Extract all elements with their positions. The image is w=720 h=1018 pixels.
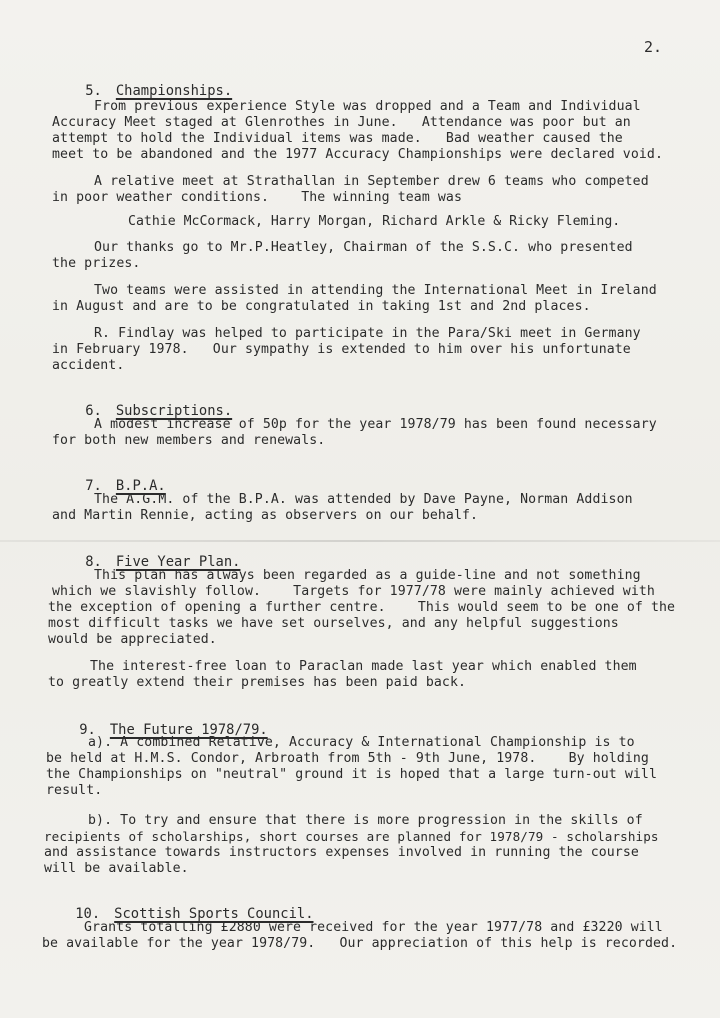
paragraph-line: This plan has always been regarded as a guide-line and not something [94, 568, 641, 583]
section-title: The Future 1978/79. [109, 722, 268, 738]
section-number: 8. [85, 554, 102, 570]
paragraph-line: the exception of opening a further centre. This would seem to be one of the [48, 600, 676, 615]
paragraph-line: the prizes. [52, 256, 141, 271]
paragraph-line: R. Findlay was helped to participate in the Para/Ski meet in Germany [94, 326, 641, 341]
paragraph-line: Two teams were assisted in attending the International Meet in Ireland [94, 283, 657, 298]
section-title: Subscriptions. [115, 403, 233, 419]
paragraph-line: in August and are to be congratulated in taking 1st and 2nd places. [52, 299, 591, 314]
section-number: 9. [79, 722, 96, 738]
paragraph-line: accident. [52, 358, 125, 373]
paragraph-line: will be available. [44, 861, 189, 876]
paragraph-line: the Championships on "neutral" ground it is hoped that a large turn-out will [46, 767, 658, 782]
paragraph-line: most difficult tasks we have set ourselves, and any helpful suggestions [48, 616, 619, 631]
section-title: Five Year Plan. [115, 554, 241, 570]
paragraph-line: From previous experience Style was dropped and a Team and Individual [94, 99, 641, 114]
section-title: B.P.A. [115, 478, 166, 494]
paragraph-line: Grants totalling £2880 were received for the year 1977/78 and £3220 will [84, 920, 663, 935]
paragraph-line: for both new members and renewals. [52, 433, 326, 448]
paragraph-line: A modest increase of 50p for the year 1978/79 has been found necessary [94, 417, 657, 432]
section-number: 7. [85, 478, 102, 494]
paragraph-line: be held at H.M.S. Condor, Arbroath from 5th - 9th June, 1978. By holding [46, 751, 649, 766]
paragraph-line: in February 1978. Our sympathy is extended to him over his unfortunate [52, 342, 631, 357]
paragraph-line: A relative meet at Strathallan in September drew 6 teams who competed [94, 174, 649, 189]
paragraph-line: result. [46, 783, 103, 798]
section-number: 6. [85, 403, 102, 419]
paragraph-line: which we slavishly follow. Targets for 1977/78 were mainly achieved with [52, 584, 655, 599]
section-number: 5. [85, 83, 102, 99]
paragraph-line: in poor weather conditions. The winning team was [52, 190, 463, 205]
paragraph-line: Our thanks go to Mr.P.Heatley, Chairman of the S.S.C. who presented [94, 240, 633, 255]
section-title: Championships. [115, 83, 233, 99]
paragraph-line: The A.G.M. of the B.P.A. was attended by Dave Payne, Norman Addison [94, 492, 633, 507]
paragraph-line: would be appreciated. [48, 632, 217, 647]
winning-team-names: Cathie McCormack, Harry Morgan, Richard Arkle & Ricky Fleming. [128, 214, 621, 229]
paragraph-line: b). To try and ensure that there is more progression in the skills of [88, 813, 643, 828]
paragraph-line: and Martin Rennie, acting as observers on our behalf. [52, 508, 479, 523]
paragraph-line: Accuracy Meet staged at Glenrothes in June. Attendance was poor but an [52, 115, 631, 130]
paragraph-line: to greatly extend their premises has been paid back. [48, 675, 467, 690]
section-number: 10. [75, 906, 101, 922]
paragraph-line: a). A combined Relative, Accuracy & International Championship is to [88, 735, 635, 750]
page-number: 2. [644, 38, 663, 56]
paragraph-line: and assistance towards instructors expenses involved in running the course [44, 845, 639, 860]
paragraph-line: The interest-free loan to Paraclan made last year which enabled them [90, 659, 637, 674]
section-title: Scottish Sports Council. [114, 906, 314, 922]
paragraph-line: attempt to hold the Individual items was made. Bad weather caused the [52, 131, 623, 146]
paragraph-line: be available for the year 1978/79. Our appreciation of this help is recorded. [42, 936, 678, 951]
paragraph-line: meet to be abandoned and the 1977 Accuracy Championships were declared void. [52, 147, 664, 162]
paragraph-line: recipients of scholarships, short courses are planned for 1978/79 - scholarships [44, 829, 659, 844]
